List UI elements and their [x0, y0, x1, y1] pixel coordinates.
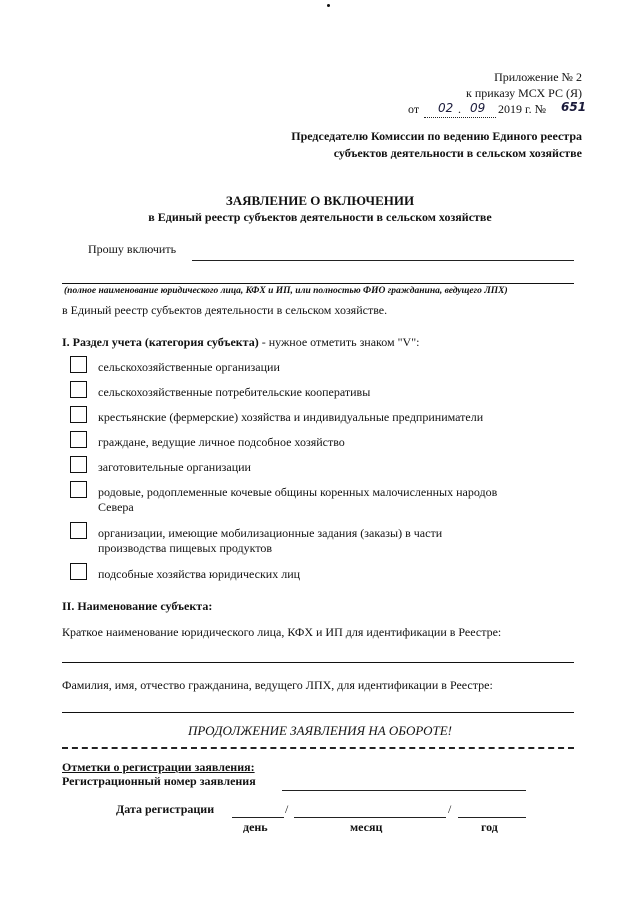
registration-year-field[interactable]: [458, 817, 526, 818]
registration-number-label: Регистрационный номер заявления: [62, 774, 256, 788]
short-name-field[interactable]: [62, 662, 574, 663]
appendix-order: к приказу МСХ РС (Я): [466, 86, 582, 100]
addressee-line1: Председателю Комиссии по ведению Единого реестра: [291, 129, 582, 143]
registration-day-field[interactable]: [232, 817, 284, 818]
request-name-field[interactable]: [192, 260, 574, 261]
cut-line: [62, 747, 574, 749]
category-label-agri-org: сельскохозяйственные организации: [98, 360, 280, 374]
registration-date-label: Дата регистрации: [116, 802, 215, 816]
registration-heading: Отметки о регистрации заявления:: [62, 760, 255, 774]
fio-label: Фамилия, имя, отчество гражданина, ведущего ЛПХ, для идентификации в Реестре:: [62, 678, 493, 692]
category-checkbox-mobilization[interactable]: [70, 522, 87, 539]
category-checkbox-procurement[interactable]: [70, 456, 87, 473]
category-label-communities-cont: Севера: [98, 500, 134, 514]
continued-notice: ПРОДОЛЖЕНИЕ ЗАЯВЛЕНИЯ НА ОБОРОТЕ!: [187, 723, 453, 738]
category-checkbox-communities[interactable]: [70, 481, 87, 498]
date-underline: [424, 117, 496, 118]
category-checkbox-farms[interactable]: [70, 406, 87, 423]
date-day-caption: день: [243, 820, 268, 834]
section2-heading: II. Наименование субъекта:: [62, 599, 213, 613]
category-label-households: граждане, ведущие личное подсобное хозяйство: [98, 435, 345, 449]
category-label-communities: родовые, родоплеменные кочевые общины коренных малочисленных народов: [98, 485, 498, 499]
short-name-label: Краткое наименование юридического лица, КФХ и ИП для идентификации в Реестре:: [62, 625, 502, 639]
appendix-year-text: 2019 г. №: [498, 102, 547, 116]
document-title: ЗАЯВЛЕНИЕ О ВКЛЮЧЕНИИ: [225, 193, 415, 208]
section1-note: - нужное отметить знаком "V":: [258, 335, 420, 349]
category-label-farms: крестьянские (фермерские) хозяйства и индивидуальные предприниматели: [98, 410, 484, 424]
category-checkbox-agri-org[interactable]: [70, 356, 87, 373]
request-name-field-line2[interactable]: [62, 283, 574, 284]
registration-number-field[interactable]: [282, 790, 526, 791]
request-hint: (полное наименование юридического лица, КФХ и ИП, или полностью ФИО гражданина, ведущего ЛПХ): [64, 286, 508, 296]
addressee-line2: субъектов деятельности в сельском хозяйстве: [333, 146, 582, 160]
category-checkbox-households[interactable]: [70, 431, 87, 448]
appendix-month: 09: [470, 101, 486, 115]
category-label-subsidiary: подсобные хозяйства юридических лиц: [98, 567, 301, 581]
appendix-number: Приложение № 2: [494, 70, 582, 84]
date-separator: .: [458, 102, 461, 116]
category-label-cooperatives: сельскохозяйственные потребительские кооперативы: [98, 385, 371, 399]
request-continuation: в Единый реестр субъектов деятельности в сельском хозяйстве.: [62, 303, 388, 317]
category-checkbox-cooperatives[interactable]: [70, 381, 87, 398]
date-month-caption: месяц: [350, 820, 383, 834]
category-label-mobilization: организации, имеющие мобилизационные задания (заказы) в части: [98, 526, 443, 540]
category-label-procurement: заготовительные организации: [98, 460, 251, 474]
registration-month-field[interactable]: [294, 817, 446, 818]
section1-heading: [62, 335, 419, 350]
date-year-caption: год: [481, 820, 498, 834]
category-label-mobilization-cont: производства пищевых продуктов: [98, 541, 273, 555]
date-slash-1: /: [285, 802, 289, 816]
scan-dot: [327, 4, 330, 7]
document-subtitle: в Единый реестр субъектов деятельности в сельском хозяйстве: [148, 210, 492, 224]
appendix-date-prefix: от: [408, 102, 420, 116]
section1-title: I. Раздел учета (категория субъекта): [62, 335, 259, 349]
date-slash-2: /: [448, 802, 452, 816]
appendix-day: 02: [438, 101, 454, 115]
request-label: Прошу включить: [88, 242, 177, 256]
category-checkbox-subsidiary[interactable]: [70, 563, 87, 580]
appendix-order-number: 651: [561, 100, 587, 114]
fio-field[interactable]: [62, 712, 574, 713]
